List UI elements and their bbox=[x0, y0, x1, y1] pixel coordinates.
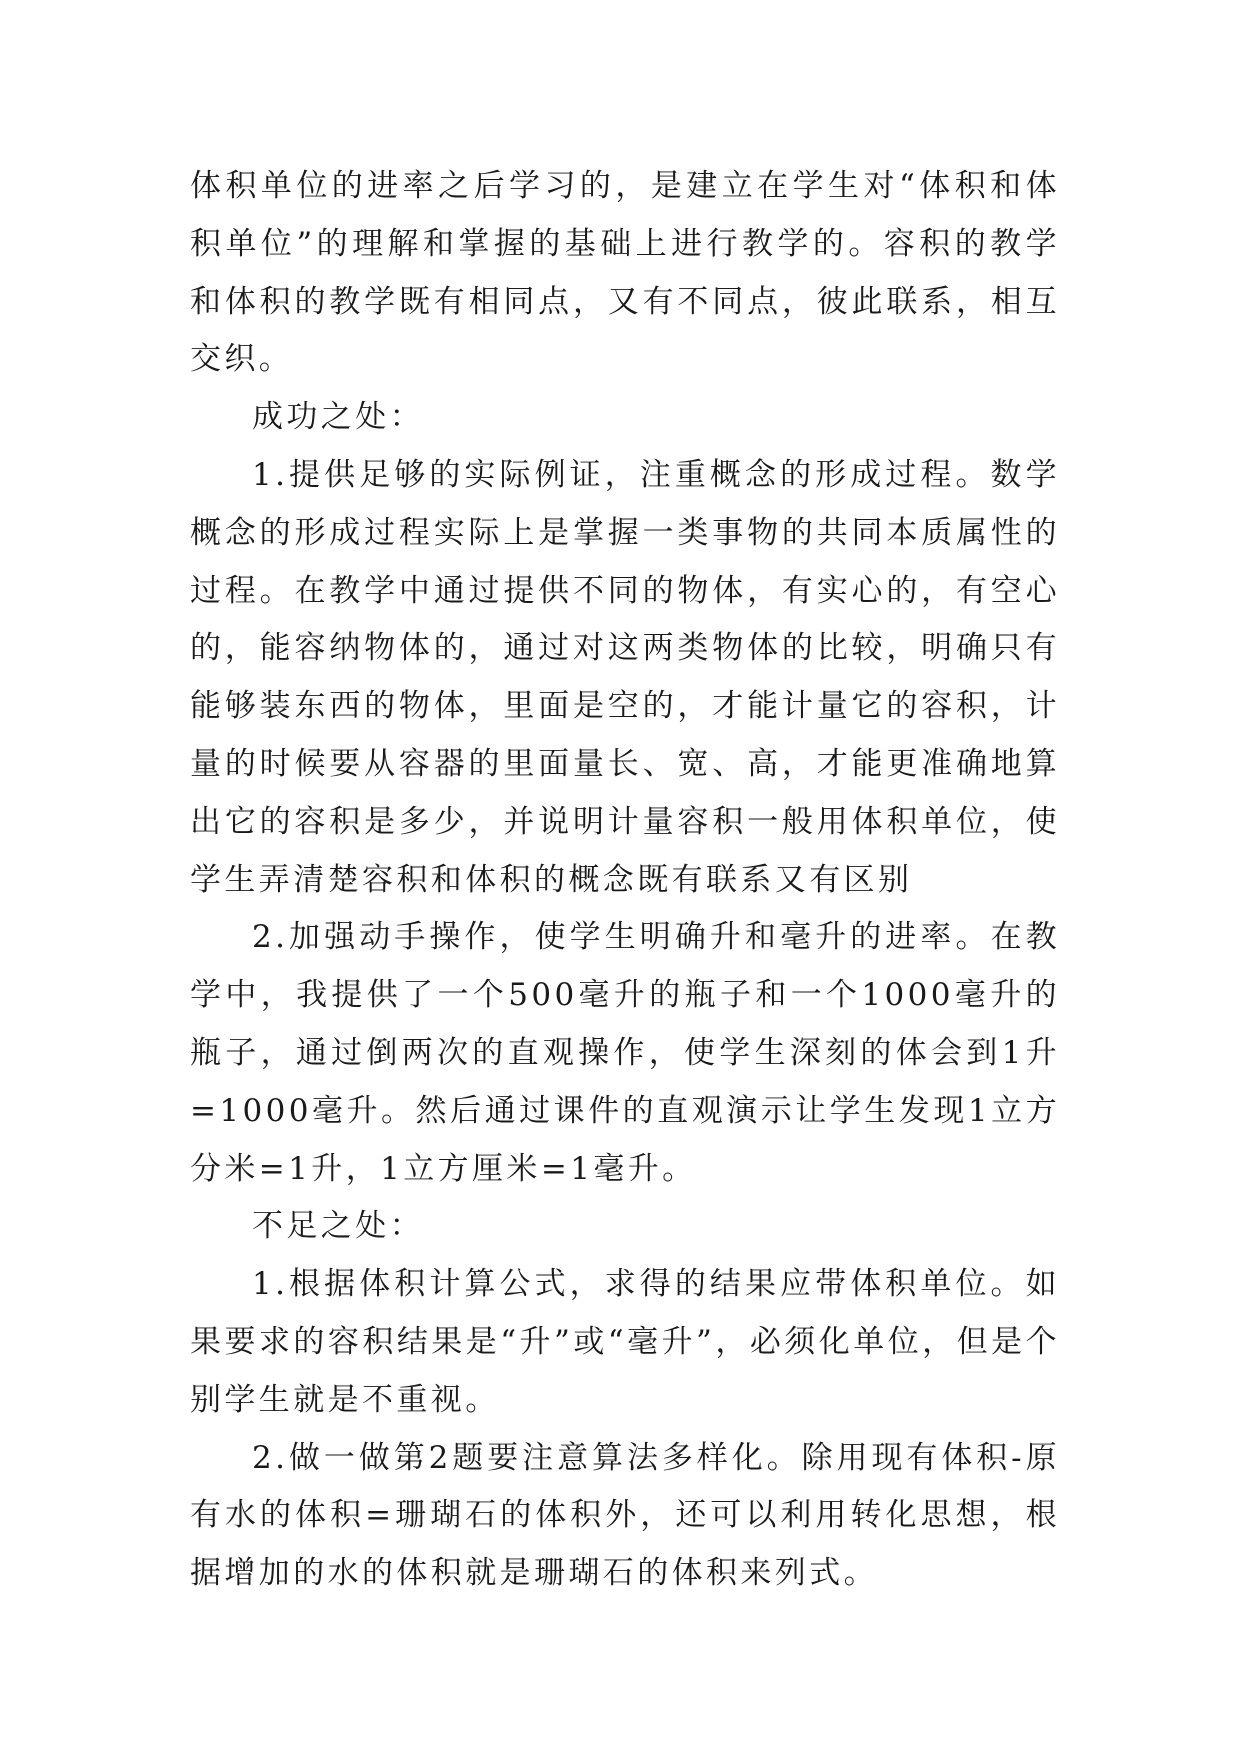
heading-successes: 成功之处： bbox=[252, 399, 424, 436]
document-body bbox=[190, 158, 1060, 1603]
paragraph-shortcoming-2: 2.做一做第2题要注意算法多样化。除用现有体积-原有水的体积=珊瑚石的体积外，还可以利用转化思想，根据增加的水的体积就是珊瑚石的体积来列式。 bbox=[190, 1439, 1060, 1592]
paragraph-success-2: 2.加强动手操作，使学生明确升和毫升的进率。在教学中，我提供了一个500毫升的瓶子和一个1000毫升的瓶子，通过倒两次的直观操作，使学生深刻的体会到1升=1000毫升。然后通过课件的直观演示让学生发现1立方分米=1升，1立方厘米=1毫升。 bbox=[190, 919, 1060, 1187]
paragraph-shortcoming-1: 1.根据体积计算公式，求得的结果应带体积单位。如果要求的容积结果是“升”或“毫升”，必须化单位，但是个别学生就是不重视。 bbox=[190, 1266, 1060, 1418]
heading-shortcomings: 不足之处： bbox=[252, 1208, 424, 1245]
paragraph-intro: 体积单位的进率之后学习的，是建立在学生对“体积和体积单位”的理解和掌握的基础上进行教学的。容积的教学和体积的教学既有相同点，又有不同点，彼此联系，相互交织。 bbox=[190, 168, 1060, 378]
paragraph-success-1: 1.提供足够的实际例证，注重概念的形成过程。数学概念的形成过程实际上是掌握一类事物的共同本质属性的过程。在教学中通过提供不同的物体，有实心的，有空心的，能容纳物体的，通过对这两类物体的比较，明确只有能够装东西的物体，里面是空的，才能计量它的容积，计量的时候要从容器的里面量长、宽、高，才能更准确地算出它的容积是多少，并说明计量容积一般用体积单位，使学生弄清楚容积和体积的概念既有联系又有区别 bbox=[190, 456, 1060, 898]
